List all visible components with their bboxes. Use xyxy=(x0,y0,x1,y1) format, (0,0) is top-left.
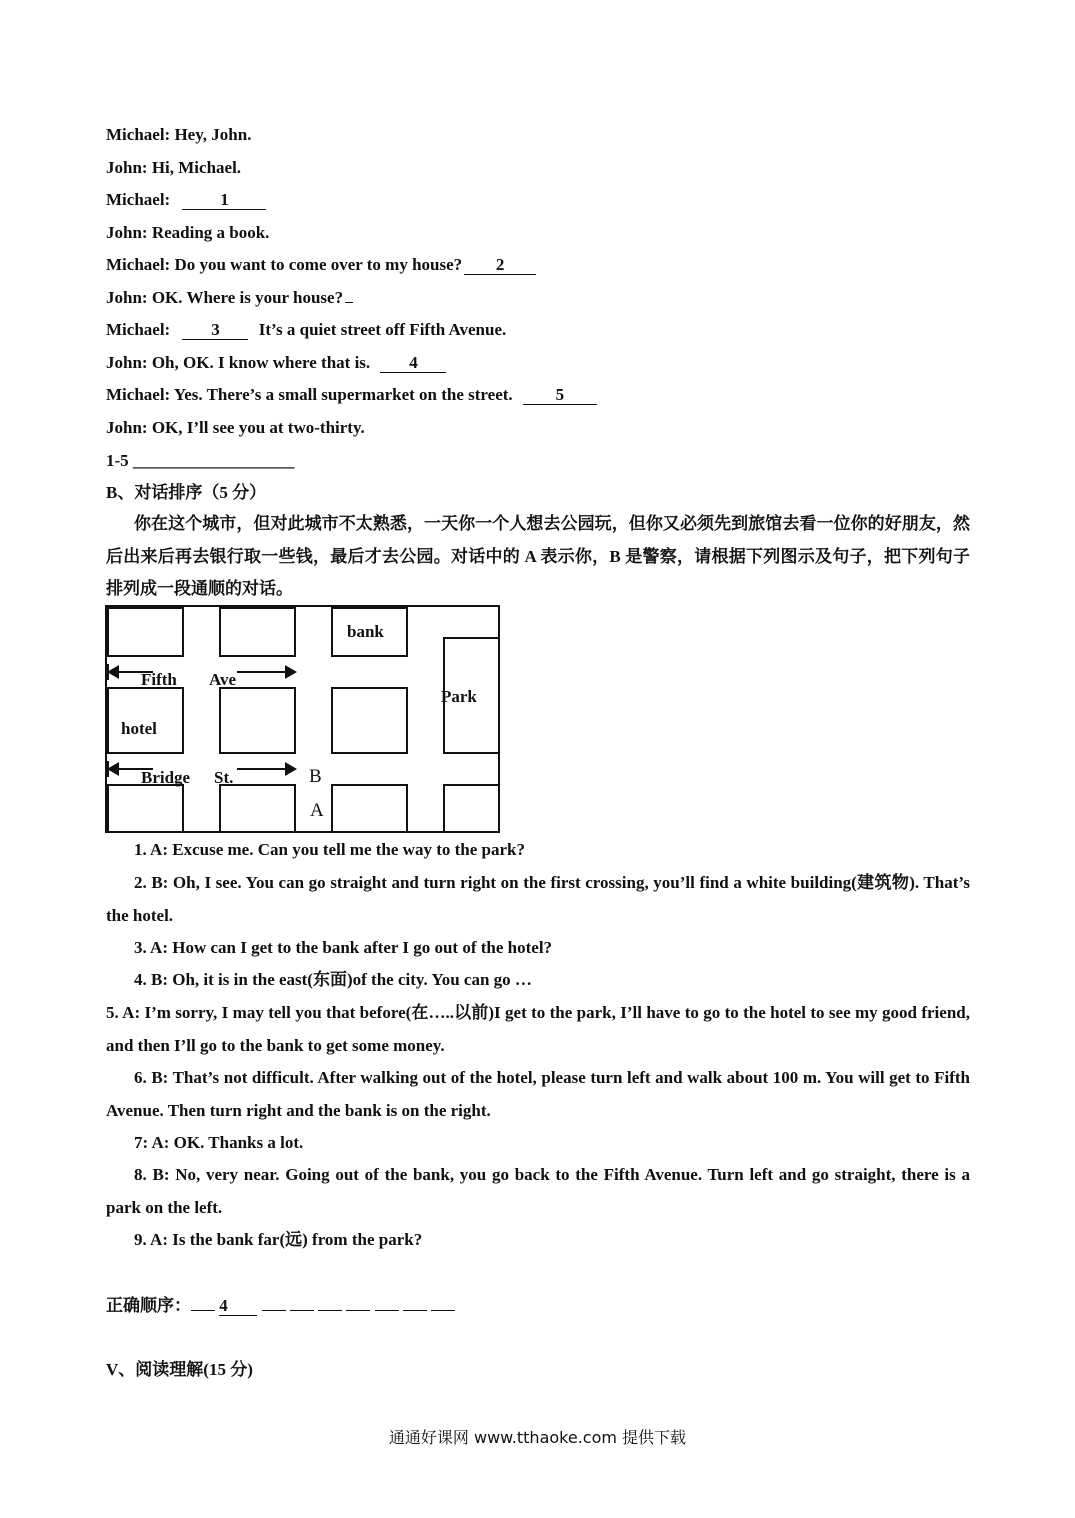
map-label-hotel: hotel xyxy=(121,719,157,738)
blank-4[interactable]: 4 xyxy=(380,354,446,373)
dialogue-text: John: OK. Where is your house? xyxy=(106,288,344,307)
map-block xyxy=(107,784,184,833)
sentence-8: 8. B: No, very near. Going out of the bank, you go back to the Fifth Avenue. Turn left and go straight, there is a park on the left. xyxy=(106,1165,970,1217)
right-arrow-icon xyxy=(237,671,295,673)
dialogue-line xyxy=(106,255,536,275)
order-blank[interactable] xyxy=(375,1310,399,1311)
blank-5[interactable]: 5 xyxy=(523,386,597,405)
dialogue-line: John: Hi, Michael. xyxy=(106,158,242,177)
dialogue-line xyxy=(106,320,506,340)
order-blank[interactable] xyxy=(262,1310,286,1311)
map-block xyxy=(219,607,296,657)
map-block xyxy=(219,687,296,754)
map-label-park: Park xyxy=(441,687,477,706)
section-intro: 你在这个城市，但对此城市不太熟悉，一天你一个人想去公园玩，但你又必须先到旅馆去看一位你的好朋友，然后出来后再去银行取一些钱，最后才去公园。对话中的 A 表示你，B 是警察，请根据下列图示及句子，把下列句子排列成一段通顺的对话。 xyxy=(106,514,970,598)
sentence-1: 1. A: Excuse me. Can you tell me the way to the park? xyxy=(134,840,525,859)
sentence-2: 2. B: Oh, I see. You can go straight and turn right on the first crossing, you’ll find a white building(建筑物). That’s the hotel. xyxy=(106,873,970,925)
answer-line[interactable]: 1-5 ___________________ xyxy=(106,451,295,470)
dialogue-line xyxy=(106,190,266,210)
dialogue-line: John: OK, I’ll see you at two-thirty. xyxy=(106,418,365,437)
dialogue-line xyxy=(106,385,597,405)
order-blank-first[interactable]: 4 xyxy=(219,1297,257,1316)
dialogue-text: John: Oh, OK. I know where that is. xyxy=(106,353,371,372)
blank-3[interactable]: 3 xyxy=(182,321,248,340)
sentence-9: 9. A: Is the bank far(远) from the park? xyxy=(134,1230,423,1249)
blank-mark xyxy=(345,302,353,303)
dialogue-line: Michael: Hey, John. xyxy=(106,125,252,144)
map-label-bank: bank xyxy=(347,622,384,641)
sentence-5: 5. A: I’m sorry, I may tell you that before(在…..以前)I get to the park, I’ll have to go to the hotel to see my good friend, and then I’ll go to the bank to get some money. xyxy=(106,1003,970,1055)
map-label-fifth: Fifth xyxy=(141,670,177,689)
section-heading: V、阅读理解(15 分) xyxy=(106,1360,253,1379)
map-label-ave: Ave xyxy=(209,670,237,689)
dialogue-speaker: Michael: xyxy=(106,190,171,209)
blank-1[interactable]: 1 xyxy=(182,191,266,210)
sentence-3: 3. A: How can I get to the bank after I go out of the hotel? xyxy=(134,938,553,957)
sentence-4: 4. B: Oh, it is in the east(东面)of the city. You can go … xyxy=(134,970,532,989)
sentence-7: 7: A: OK. Thanks a lot. xyxy=(134,1133,304,1152)
dialogue-line xyxy=(106,353,446,373)
blank-2[interactable]: 2 xyxy=(464,256,536,275)
page-footer: 通通好课网 www.tthaoke.com 提供下载 xyxy=(388,1428,687,1447)
order-label: 正确顺序： xyxy=(106,1296,191,1315)
dialogue-text: Michael: Yes. There’s a small supermarket on the street. xyxy=(106,385,513,404)
order-line xyxy=(106,1296,455,1316)
order-blank[interactable] xyxy=(403,1310,427,1311)
map-marker-b: B xyxy=(309,766,322,787)
section-heading: B、对话排序（5 分） xyxy=(106,483,267,502)
map-block xyxy=(219,784,296,833)
order-blank[interactable] xyxy=(346,1310,370,1311)
order-blank[interactable] xyxy=(431,1310,455,1311)
map-marker-a: A xyxy=(310,800,324,821)
map-block xyxy=(331,687,408,754)
right-arrow-icon xyxy=(237,768,295,770)
map-label-st: St. xyxy=(214,768,234,787)
dialogue-text: Michael: Do you want to come over to my house? xyxy=(106,255,463,274)
sentence-6: 6. B: That’s not difficult. After walking out of the hotel, please turn left and walk about 100 m. You will get to Fifth Avenue. Then turn right and the bank is on the right. xyxy=(106,1068,970,1120)
map-label-bridge: Bridge xyxy=(141,768,191,787)
map-block xyxy=(107,607,184,657)
street-map xyxy=(105,605,500,833)
dialogue-line: John: Reading a book. xyxy=(106,223,270,242)
order-blank[interactable] xyxy=(290,1310,314,1311)
dialogue-line xyxy=(106,288,353,308)
dialogue-text: It’s a quiet street off Fifth Avenue. xyxy=(258,320,507,339)
order-blank[interactable] xyxy=(318,1310,342,1311)
map-block xyxy=(443,784,500,833)
map-block xyxy=(331,784,408,833)
order-blank[interactable] xyxy=(191,1310,215,1311)
dialogue-speaker: Michael: xyxy=(106,320,171,339)
